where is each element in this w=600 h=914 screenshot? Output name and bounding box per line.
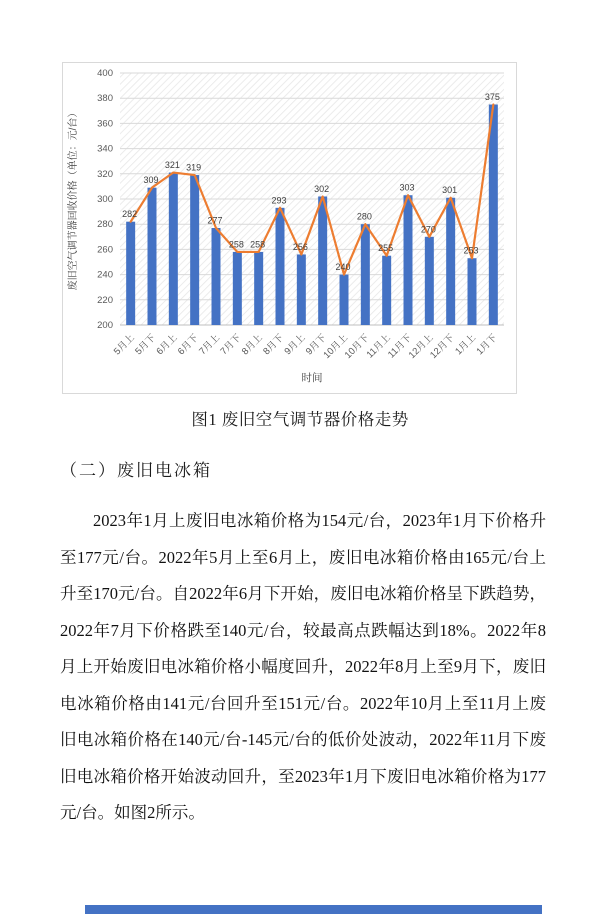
x-tick-label: 7月上 [197, 332, 223, 358]
y-tick-label: 380 [97, 93, 113, 105]
y-axis-title: 废旧空气调节器回收价格（单位：元/台） [68, 107, 79, 291]
x-tick-label: 11月下 [385, 332, 415, 361]
y-tick-label: 260 [97, 244, 113, 256]
y-tick-label: 300 [97, 194, 113, 205]
figure1-caption: 图1 废旧空气调节器价格走势 [191, 410, 409, 429]
data-label: 270 [420, 224, 436, 235]
x-tick-label: 10月下 [342, 332, 372, 362]
bar [446, 198, 455, 325]
bar [318, 196, 327, 325]
bar [489, 105, 498, 326]
data-label: 277 [207, 215, 223, 226]
data-label: 293 [271, 195, 287, 206]
figure2-top-edge [85, 905, 542, 914]
data-label: 256 [292, 241, 308, 252]
x-tick-label: 1月下 [474, 332, 500, 358]
x-tick-label: 6月上 [154, 332, 180, 358]
x-tick-label: 5月下 [133, 332, 159, 358]
bar [276, 208, 285, 325]
bar [212, 228, 221, 325]
x-tick-label: 6月下 [175, 332, 201, 358]
bar [340, 275, 349, 325]
data-label: 255 [378, 243, 394, 254]
price-chart-canvas [63, 63, 516, 393]
x-tick-label: 12月下 [428, 332, 457, 362]
x-tick-label: 9月上 [282, 332, 308, 358]
x-tick-label: 7月下 [218, 332, 244, 358]
section-heading: （二）废旧电冰箱 [60, 461, 212, 480]
data-label: 258 [228, 239, 244, 250]
bar [190, 175, 199, 325]
bar [404, 195, 413, 325]
x-tick-label: 8月下 [261, 332, 287, 358]
y-tick-label: 200 [97, 320, 113, 331]
x-tick-label: 8月上 [239, 332, 265, 358]
y-tick-label: 340 [97, 143, 113, 155]
x-tick-label: 11月上 [364, 332, 393, 361]
y-tick-label: 360 [97, 118, 113, 130]
bar [254, 252, 263, 325]
data-label: 302 [314, 183, 330, 194]
data-label: 258 [250, 239, 266, 250]
y-tick-label: 240 [97, 269, 113, 281]
y-tick-label: 280 [97, 219, 113, 231]
data-label: 319 [186, 162, 202, 173]
x-axis-title: 时间 [301, 372, 323, 384]
data-label: 282 [122, 209, 138, 220]
y-tick-label: 320 [97, 168, 113, 180]
x-tick-label: 9月下 [303, 332, 329, 358]
x-tick-label: 10月上 [321, 332, 351, 362]
data-label: 280 [356, 211, 372, 222]
bar [126, 222, 135, 325]
data-label: 321 [164, 160, 180, 171]
y-tick-label: 220 [97, 294, 113, 306]
bar [468, 258, 477, 325]
bar [169, 173, 178, 325]
body-paragraph: 2023年1月上废旧电冰箱价格为154元/台，2023年1月下价格升至177元/台。2022年5月上至6月上，废旧电冰箱价格由165元/台上升至170元/台。自2022年6月下开始，废旧电冰箱价格呈下跌趋势，2022年7月下价格跌至140元/台，较最高点跌幅达到18%。2022年8月上开始废旧电冰箱价格小幅度回升，2022年8月上至9月下，废旧电冰箱价格由141元/台回升至151元/台。2022年10月上至11月上废旧电冰箱价格在140元/台-145元/台的低价处波动，2022年11月下废旧电冰箱价格开始波动回升，至2023年1月下废旧电冰箱价格为177元/台。如图2所示。 [60, 511, 546, 822]
x-tick-label: 12月上 [406, 332, 436, 362]
data-label: 301 [442, 185, 458, 196]
bar [233, 252, 242, 325]
data-label: 253 [463, 245, 479, 256]
x-tick-label: 1月上 [453, 332, 479, 358]
bar [148, 188, 157, 325]
y-tick-label: 400 [97, 68, 113, 79]
data-label: 240 [335, 262, 351, 273]
bar [425, 237, 434, 325]
bar [361, 224, 370, 325]
bar [297, 254, 306, 325]
data-label: 303 [399, 182, 415, 193]
bar [382, 256, 391, 325]
x-tick-label: 5月上 [111, 332, 137, 358]
price-chart-figure [62, 62, 517, 394]
data-label: 375 [484, 92, 500, 102]
data-label: 309 [143, 175, 159, 186]
